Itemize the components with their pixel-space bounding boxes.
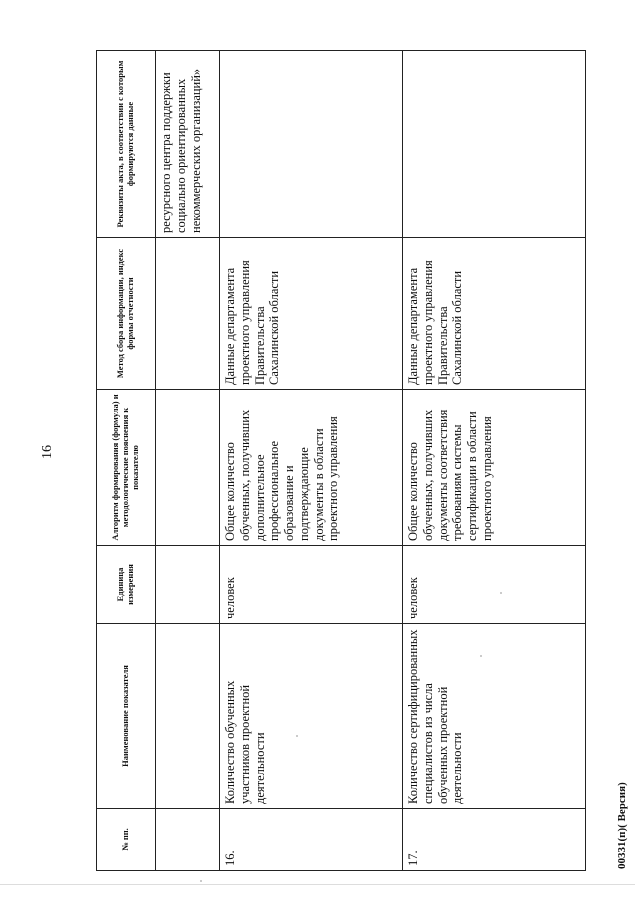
cell-continuation-text: ресурсного центра поддержки социально ориентированных некоммерческих организаций» <box>156 51 220 238</box>
header-method: Метод сбора информации, индекс формы отчетности <box>97 238 156 390</box>
scan-speck <box>500 592 502 594</box>
cell-num: 17. <box>403 809 586 871</box>
cell-num: 16. <box>220 809 403 871</box>
page-number: 16 <box>40 445 55 459</box>
cell-name: Количество обученных участников проектной деятельности <box>220 624 403 809</box>
indicators-table <box>96 50 586 871</box>
cell-algorithm: Общее количество обученных, получивших дополнительное профессиональное образование и подтверждающие документы в области проектного управления <box>220 390 403 546</box>
cell-empty <box>156 809 220 871</box>
scan-edge-line <box>0 884 635 885</box>
table-header-row <box>97 51 156 871</box>
table-continuation-row <box>156 51 220 871</box>
table-row <box>220 51 403 871</box>
header-num: № пп. <box>97 809 156 871</box>
cell-method: Данные департамента проектного управления Правительства Сахалинской области <box>403 238 586 390</box>
header-algorithm: Алгоритм формирования (формула) и методологические пояснения к показателю <box>97 390 156 546</box>
cell-empty <box>156 238 220 390</box>
cell-unit: человек <box>403 546 586 624</box>
cell-empty <box>156 624 220 809</box>
header-requisites: Реквизиты акта, в соответствии с которым формируются данные <box>97 51 156 238</box>
cell-empty <box>156 546 220 624</box>
cell-method: Данные департамента проектного управления Правительства Сахалинской области <box>220 238 403 390</box>
cell-empty <box>156 390 220 546</box>
header-unit: Единица измерения <box>97 546 156 624</box>
table-row <box>403 51 586 871</box>
cell-requisites <box>220 51 403 238</box>
header-name: Наименование показателя <box>97 624 156 809</box>
cell-algorithm: Общее количество обученных, получивших документы соответствия требованиям системы сертификации в области проектного управления <box>403 390 586 546</box>
scan-speck <box>480 655 482 657</box>
scan-speck <box>296 735 298 737</box>
cell-name: Количество сертифицированных специалистов из числа обученных проектной деятельности <box>403 624 586 809</box>
cell-unit: человек <box>220 546 403 624</box>
scan-speck <box>200 880 202 882</box>
cell-requisites <box>403 51 586 238</box>
document-code: 00331(п)( Версия) <box>616 782 628 869</box>
